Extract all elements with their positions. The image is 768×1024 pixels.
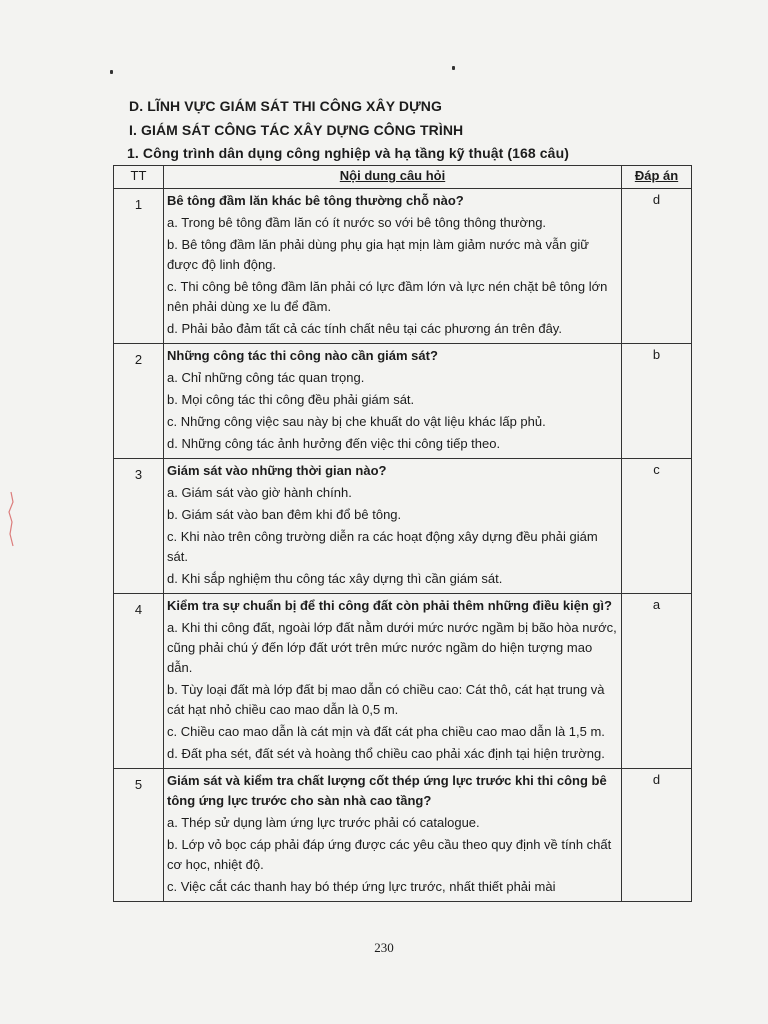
row-number: 5 xyxy=(114,769,164,902)
option-a: a. Giám sát vào giờ hành chính. xyxy=(167,485,352,500)
scan-mark xyxy=(110,70,113,74)
option-d: d. Phải bảo đảm tất cả các tính chất nêu tại các phương án trên đây. xyxy=(167,321,562,336)
question-cell xyxy=(164,344,622,459)
question-cell xyxy=(164,459,622,594)
answer-cell: d xyxy=(622,189,692,344)
margin-pen-mark xyxy=(6,490,16,550)
row-number: 2 xyxy=(114,344,164,459)
page-number: 230 xyxy=(374,940,394,955)
question-cell xyxy=(164,189,622,344)
answer-cell: b xyxy=(622,344,692,459)
section-heading: D. LĨNH VỰC GIÁM SÁT THI CÔNG XÂY DỰNG xyxy=(129,98,443,114)
row-number: 1 xyxy=(114,189,164,344)
answer-cell: d xyxy=(622,769,692,902)
table-body xyxy=(114,189,692,902)
question-text: Những công tác thi công nào cần giám sát? xyxy=(167,348,438,363)
question-cell xyxy=(164,769,622,902)
option-b: b. Tùy loại đất mà lớp đất bị mao dẫn có chiều cao: Cát thô, cát hạt trung và cát hạt nhỏ chiều cao mao dẫn là 0,5 m. xyxy=(167,682,605,717)
table-row xyxy=(114,459,692,594)
answer-cell: c xyxy=(622,459,692,594)
subsection-heading: I. GIÁM SÁT CÔNG TÁC XÂY DỰNG CÔNG TRÌNH xyxy=(129,122,464,138)
question-text: Kiểm tra sự chuẩn bị để thi công đất còn phải thêm những điều kiện gì? xyxy=(167,598,612,613)
option-c: c. Những công việc sau này bị che khuất do vật liệu khác lấp phủ. xyxy=(167,414,546,429)
category-heading: 1. Công trình dân dụng công nghiệp và hạ tầng kỹ thuật (168 câu) xyxy=(127,145,569,161)
option-d: d. Khi sắp nghiệm thu công tác xây dựng thì cần giám sát. xyxy=(167,571,503,586)
option-b: b. Giám sát vào ban đêm khi đổ bê tông. xyxy=(167,507,402,522)
option-a: a. Trong bê tông đầm lăn có ít nước so với bê tông thông thường. xyxy=(167,215,547,230)
answer-cell: a xyxy=(622,594,692,769)
option-b: b. Lớp vỏ bọc cáp phải đáp ứng được các yêu cầu theo quy định về tính chất cơ học, nhiệt độ. xyxy=(167,837,612,872)
option-b: b. Bê tông đầm lăn phải dùng phụ gia hạt mịn làm giảm nước mà vẫn giữ được độ linh động. xyxy=(167,237,589,272)
option-c: c. Khi nào trên công trường diễn ra các hoạt động xây dựng đều phải giám sát. xyxy=(167,529,598,564)
question-text: Giám sát vào những thời gian nào? xyxy=(167,463,387,478)
option-c: c. Thi công bê tông đầm lăn phải có lực đầm lớn và lực nén chặt bê tông lớn nên phải dùng xe lu để đầm. xyxy=(167,279,608,314)
table-row xyxy=(114,594,692,769)
table-header-row xyxy=(114,166,692,189)
table-row xyxy=(114,189,692,344)
header-answer: Đáp án xyxy=(622,166,692,189)
option-b: b. Mọi công tác thi công đều phải giám sát. xyxy=(167,392,415,407)
question-text: Giám sát và kiểm tra chất lượng cốt thép ứng lực trước khi thi công bê tông ứng lực trước cho sàn nhà cao tầng? xyxy=(167,773,607,808)
question-cell xyxy=(164,594,622,769)
scan-mark xyxy=(452,66,455,70)
question-text: Bê tông đầm lăn khác bê tông thường chỗ nào? xyxy=(167,193,464,208)
option-d: d. Đất pha sét, đất sét và hoàng thổ chiều cao phải xác định tại hiện trường. xyxy=(167,746,605,761)
option-a: a. Khi thi công đất, ngoài lớp đất nằm dưới mức nước ngầm bị bão hòa nước, cũng phải chú ý đến lớp đất ướt trên mức nước ngầm do hiện tượng mao dẫn. xyxy=(167,620,617,675)
option-c: c. Việc cắt các thanh hay bó thép ứng lực trước, nhất thiết phải mài xyxy=(167,879,556,894)
row-number: 3 xyxy=(114,459,164,594)
header-content: Nội dung câu hỏi xyxy=(164,166,622,189)
option-a: a. Thép sử dụng làm ứng lực trước phải có catalogue. xyxy=(167,815,480,830)
option-c: c. Chiều cao mao dẫn là cát mịn và đất cát pha chiều cao mao dẫn là 1,5 m. xyxy=(167,724,605,739)
table-row xyxy=(114,344,692,459)
question-table xyxy=(113,165,692,902)
row-number: 4 xyxy=(114,594,164,769)
header-tt: TT xyxy=(114,166,164,189)
option-d: d. Những công tác ảnh hưởng đến việc thi công tiếp theo. xyxy=(167,436,501,451)
table-row xyxy=(114,769,692,902)
option-a: a. Chỉ những công tác quan trọng. xyxy=(167,370,365,385)
